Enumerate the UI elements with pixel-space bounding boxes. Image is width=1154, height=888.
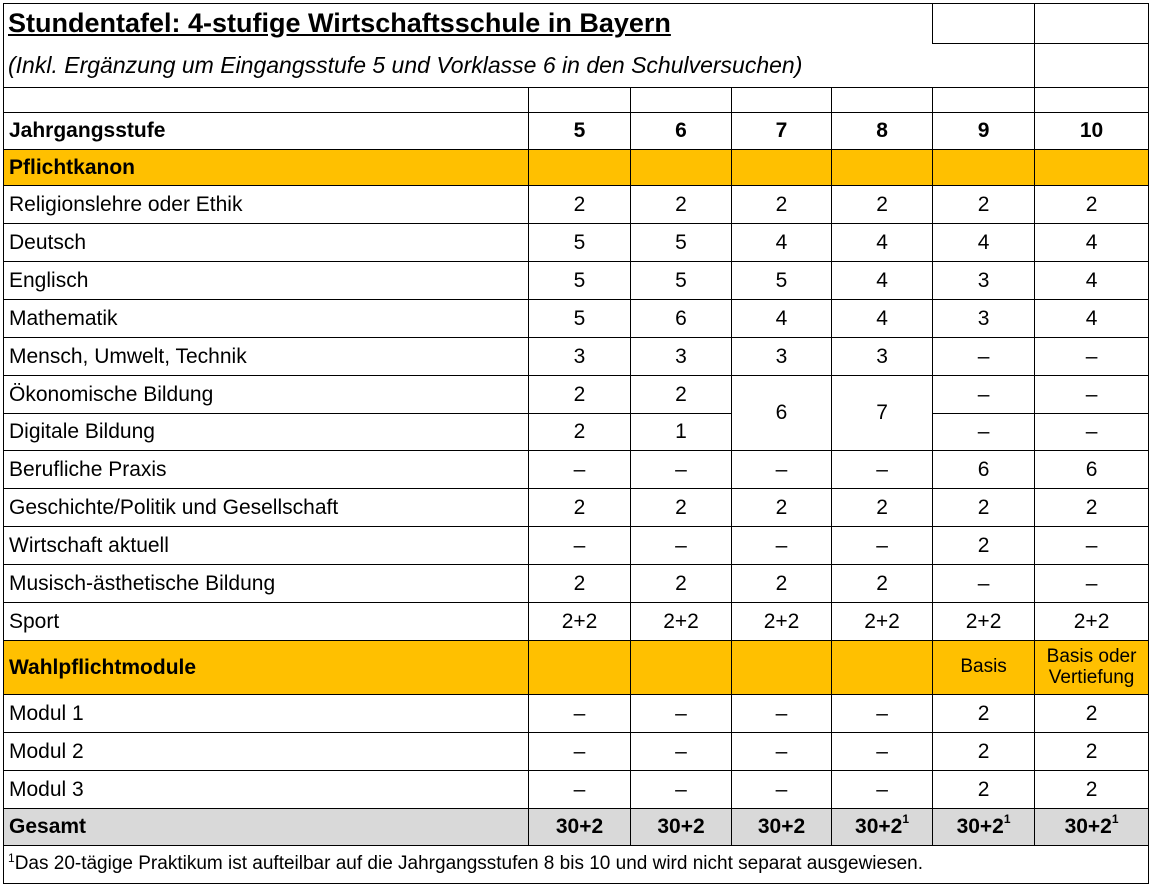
total-cell (933, 809, 1035, 846)
hours-cell: 3 (832, 338, 933, 376)
hours-cell: 2 (529, 489, 631, 527)
table-row (4, 489, 1149, 527)
grade-header-9: 9 (933, 113, 1035, 150)
total-cell (529, 809, 631, 846)
hours-cell: 2 (1035, 733, 1149, 771)
total-value: 30+2 (1064, 815, 1112, 839)
hours-cell: 5 (529, 224, 631, 262)
total-cell (631, 809, 732, 846)
empty-cell (933, 88, 1035, 113)
footnote-mark: 1 (8, 851, 15, 866)
subject-label: Deutsch (4, 224, 529, 262)
hours-cell: 3 (933, 300, 1035, 338)
footnote-mark: 1 (1111, 812, 1119, 827)
hours-cell: 2 (933, 771, 1035, 809)
total-value: 30+2 (555, 815, 604, 839)
subject-label: Ökonomische Bildung (4, 376, 529, 414)
hours-cell: 2 (529, 186, 631, 224)
empty-cell (631, 88, 732, 113)
subject-label: Mathematik (4, 300, 529, 338)
subject-label: Berufliche Praxis (4, 451, 529, 489)
hours-cell: 2 (631, 565, 732, 603)
hours-cell: – (732, 527, 832, 565)
grade-header-7: 7 (732, 113, 832, 150)
empty-cell (631, 150, 732, 186)
hours-cell: 2 (832, 565, 933, 603)
hours-cell: – (832, 695, 933, 733)
hours-cell: 4 (732, 224, 832, 262)
hours-cell: 3 (529, 338, 631, 376)
subject-label: Musisch-ästhetische Bildung (4, 565, 529, 603)
hours-cell: – (732, 695, 832, 733)
hours-cell: – (1035, 527, 1149, 565)
empty-cell (832, 150, 933, 186)
module-level-10-line1: Basis oder (1046, 645, 1137, 667)
hours-cell: 2 (933, 695, 1035, 733)
subject-label: Sport (4, 603, 529, 641)
hours-cell: – (529, 695, 631, 733)
footnote-mark: 1 (902, 812, 910, 827)
total-value: 30+2 (855, 815, 903, 839)
empty-cell (732, 88, 832, 113)
hours-cell: – (529, 451, 631, 489)
hours-cell: 5 (631, 262, 732, 300)
hours-cell: 2 (732, 186, 832, 224)
hours-cell: 2+2 (529, 603, 631, 641)
hours-cell: 2 (631, 376, 732, 414)
hours-cell: 2 (1035, 186, 1149, 224)
subject-label: Digitale Bildung (4, 414, 529, 451)
table-row (4, 338, 1149, 376)
empty-cell (732, 641, 832, 695)
hours-cell: – (933, 338, 1035, 376)
hours-cell: – (631, 527, 732, 565)
hours-cell: 2 (1035, 489, 1149, 527)
hours-cell: 2 (832, 186, 933, 224)
hours-cell: 2 (933, 733, 1035, 771)
hours-cell: – (631, 451, 732, 489)
hours-cell: 2 (732, 489, 832, 527)
section-label-wahlpflichtmodule: Wahlpflichtmodule (4, 641, 529, 695)
hours-cell: 4 (1035, 262, 1149, 300)
empty-cell (933, 4, 1035, 44)
hours-cell: 2 (732, 565, 832, 603)
hours-cell: – (631, 771, 732, 809)
hours-cell: 6 (1035, 451, 1149, 489)
grade-header-8: 8 (832, 113, 933, 150)
hours-cell: 3 (631, 338, 732, 376)
empty-cell (529, 150, 631, 186)
hours-cell: 5 (631, 224, 732, 262)
subject-label: Modul 2 (4, 733, 529, 771)
total-row (4, 809, 1149, 846)
merged-hours-cell: 7 (832, 376, 933, 451)
total-cell (832, 809, 933, 846)
hours-cell: 5 (732, 262, 832, 300)
table-row (4, 224, 1149, 262)
empty-cell (1035, 150, 1149, 186)
total-value: 30+2 (757, 815, 806, 839)
merged-hours-cell: 6 (732, 376, 832, 451)
hours-cell: 2 (529, 376, 631, 414)
empty-cell (832, 88, 933, 113)
table-row (4, 527, 1149, 565)
hours-cell: – (529, 733, 631, 771)
hours-cell: – (1035, 376, 1149, 414)
empty-cell (832, 641, 933, 695)
hours-cell: 2 (631, 186, 732, 224)
hours-cell: 2 (1035, 771, 1149, 809)
grade-header-5: 5 (529, 113, 631, 150)
table-row (4, 565, 1149, 603)
empty-cell (631, 641, 732, 695)
hours-cell: – (529, 527, 631, 565)
subject-label: Mensch, Umwelt, Technik (4, 338, 529, 376)
hours-cell: 3 (933, 262, 1035, 300)
hours-cell: 3 (732, 338, 832, 376)
total-value: 30+2 (956, 815, 1004, 839)
stundentafel-table (3, 3, 1149, 884)
hours-cell: – (832, 527, 933, 565)
grade-header-row (4, 113, 1149, 150)
empty-cell (732, 150, 832, 186)
empty-cell (933, 150, 1035, 186)
table-row (4, 186, 1149, 224)
subject-label: Geschichte/Politik und Gesellschaft (4, 489, 529, 527)
footnote-text: Das 20-tägige Praktikum ist aufteilbar auf die Jahrgangsstufen 8 bis 10 und wird nicht separat ausgewiesen. (14, 853, 923, 875)
hours-cell: – (631, 733, 732, 771)
hours-cell: 2+2 (732, 603, 832, 641)
table-row (4, 451, 1149, 489)
hours-cell: 4 (832, 262, 933, 300)
hours-cell: 4 (832, 300, 933, 338)
empty-cell (1035, 4, 1149, 44)
hours-cell: 2 (529, 414, 631, 451)
hours-cell: 2+2 (832, 603, 933, 641)
table-row (4, 376, 1149, 414)
subject-label: Englisch (4, 262, 529, 300)
hours-cell: 2 (832, 489, 933, 527)
section-row-wahlpflichtmodule (4, 641, 1149, 695)
hours-cell: – (832, 771, 933, 809)
hours-cell: – (732, 451, 832, 489)
hours-cell: 2+2 (1035, 603, 1149, 641)
page-subtitle: (Inkl. Ergänzung um Eingangsstufe 5 und Vorklasse 6 in den Schulversuchen) (4, 44, 1035, 88)
hours-cell: 5 (529, 300, 631, 338)
subject-label: Modul 1 (4, 695, 529, 733)
hours-cell: – (1035, 414, 1149, 451)
footnote-row (4, 846, 1149, 884)
hours-cell: 2 (1035, 695, 1149, 733)
hours-cell: 2 (933, 489, 1035, 527)
total-cell (1035, 809, 1149, 846)
hours-cell: 4 (1035, 224, 1149, 262)
hours-cell: – (832, 733, 933, 771)
subject-label: Wirtschaft aktuell (4, 527, 529, 565)
module-level-10-line2: Vertiefung (1048, 666, 1135, 688)
subject-label: Modul 3 (4, 771, 529, 809)
hours-cell: 2 (631, 489, 732, 527)
hours-cell: 6 (933, 451, 1035, 489)
hours-cell: – (933, 565, 1035, 603)
table-row (4, 771, 1149, 809)
total-cell (732, 809, 832, 846)
hours-cell: 4 (933, 224, 1035, 262)
grade-header-10: 10 (1035, 113, 1149, 150)
total-value: 30+2 (657, 815, 705, 839)
grade-header-label: Jahrgangsstufe (4, 113, 529, 150)
empty-cell (1035, 44, 1149, 88)
hours-cell: 1 (631, 414, 732, 451)
hours-cell: 4 (732, 300, 832, 338)
hours-cell: – (732, 733, 832, 771)
grade-header-6: 6 (631, 113, 732, 150)
hours-cell: – (933, 376, 1035, 414)
table-row (4, 695, 1149, 733)
table-row (4, 300, 1149, 338)
hours-cell: 2 (933, 527, 1035, 565)
hours-cell: – (529, 771, 631, 809)
empty-cell (529, 88, 631, 113)
hours-cell: 2 (529, 565, 631, 603)
hours-cell: – (1035, 338, 1149, 376)
hours-cell: 4 (832, 224, 933, 262)
footnote-mark: 1 (1003, 812, 1011, 827)
hours-cell: – (732, 771, 832, 809)
hours-cell: 4 (1035, 300, 1149, 338)
table-row (4, 603, 1149, 641)
subject-label: Religionslehre oder Ethik (4, 186, 529, 224)
empty-cell (4, 88, 529, 113)
section-label-pflichtkanon: Pflichtkanon (4, 150, 529, 186)
footnote (4, 846, 1149, 884)
empty-cell (529, 641, 631, 695)
hours-cell: 2 (933, 186, 1035, 224)
module-level-10 (1035, 641, 1149, 695)
hours-cell: – (631, 695, 732, 733)
table-row (4, 733, 1149, 771)
hours-cell: 5 (529, 262, 631, 300)
page-title: Stundentafel: 4-stufige Wirtschaftsschule in Bayern (4, 4, 933, 44)
empty-cell (1035, 88, 1149, 113)
section-row-pflichtkanon (4, 150, 1149, 186)
module-level-9: Basis (933, 641, 1035, 695)
hours-cell: – (933, 414, 1035, 451)
hours-cell: – (832, 451, 933, 489)
table-row (4, 262, 1149, 300)
table-row (4, 414, 1149, 451)
hours-cell: 6 (631, 300, 732, 338)
total-label: Gesamt (4, 809, 529, 846)
hours-cell: – (1035, 565, 1149, 603)
hours-cell: 2+2 (631, 603, 732, 641)
hours-cell: 2+2 (933, 603, 1035, 641)
